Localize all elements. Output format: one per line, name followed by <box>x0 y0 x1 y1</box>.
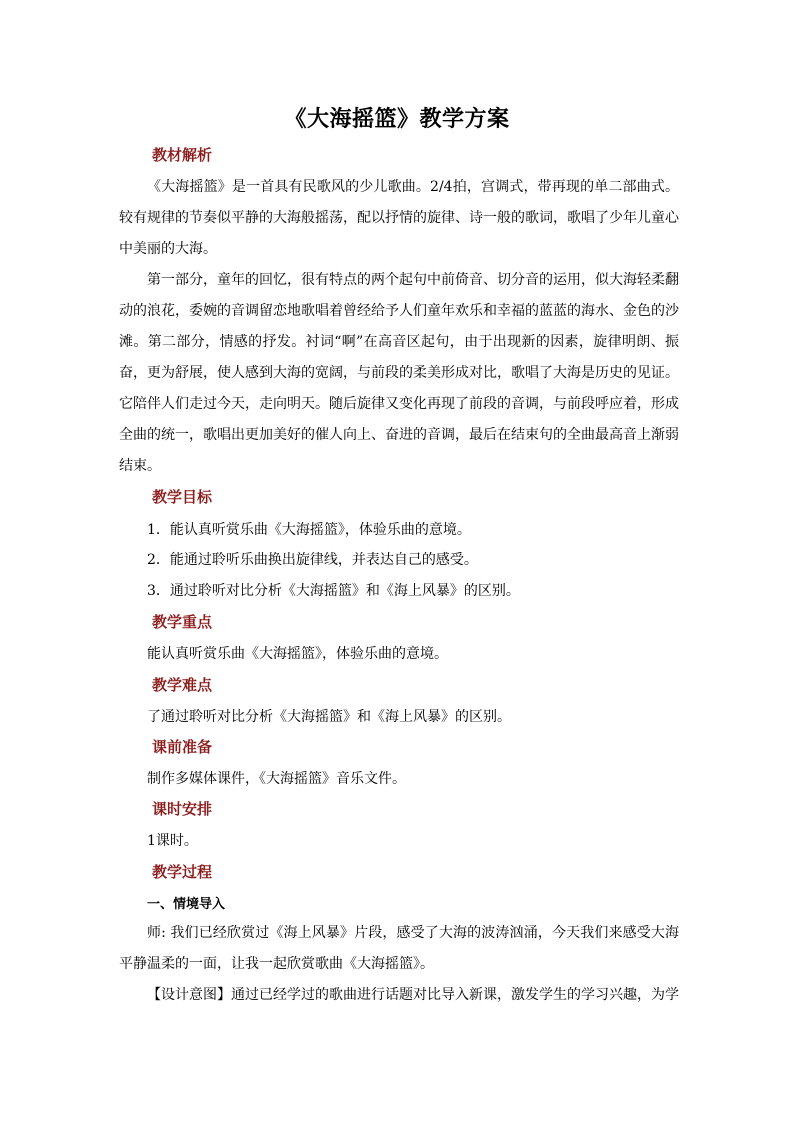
goal-item-3: 3．通过聆听对比分析《大海摇篮》和《海上风暴》的区别。 <box>147 583 520 599</box>
design-intent-paragraph: 【设计意图】通过已经学过的歌曲进行话题对比导入新课，激发学生的学习兴趣，为学 <box>147 987 679 1003</box>
document-title: 《大海摇篮》教学方案 <box>284 106 510 132</box>
goal-item-1: 1．能认真听赏乐曲《大海摇篮》，体验乐曲的意境。 <box>147 522 471 538</box>
preparation-text: 制作多媒体课件，《大海摇篮》音乐文件。 <box>147 771 406 787</box>
process-step-1-paragraph: 师: 我们已经欣赏过《海上风暴》片段，感受了大海的波涛汹涌，今天我们来感受大海平静温柔的一面，让我一起欣赏歌曲《大海摇篮》。 <box>119 925 679 972</box>
heading-key-points: 教学重点 <box>152 613 213 631</box>
heading-process: 教学过程 <box>152 863 213 881</box>
paragraph-analysis-1: 《大海摇篮》是一首具有民歌风的少儿歌曲。2/4拍，宫调式，带再现的单二部曲式。较有规律的节奏似平静的大海般摇荡，配以抒情的旋律、诗一般的歌词，歌唱了少年儿童心中美丽的大海。 <box>119 179 679 257</box>
process-step-1-heading: 一、情境导入 <box>147 897 226 912</box>
schedule-text: 1课时。 <box>147 833 198 849</box>
goal-item-2: 2．能通过聆听乐曲换出旋律线，并表达自己的感受。 <box>147 552 478 568</box>
difficulties-text: 了通过聆听对比分析《大海摇篮》和《海上风暴》的区别。 <box>147 709 511 725</box>
heading-goals: 教学目标 <box>152 488 213 506</box>
paragraph-analysis-2: 第一部分，童年的回忆，很有特点的两个起句中前倚音、切分音的运用，似大海轻柔翻动的浪花，委婉的音调留恋地歌唱着曾经给予人们童年欢乐和幸福的蓝蓝的海水、金色的沙滩。第二部分，情感的抒发。衬词“啊”在高音区起句，由于出现新的因素，旋律明朗、振奋，更为舒展，使人感到大海的宽阔，与前段的柔美形成对比，歌唱了大海是历史的见证。它陪伴人们走过今天，走向明天。随后旋律又变化再现了前段的音调，与前段呼应着，形成全曲的统一，歌唱出更加美好的催人向上、奋进的音调，最后在结束句的全曲最高音上渐弱结束。 <box>119 272 679 474</box>
heading-schedule: 课时安排 <box>152 800 213 818</box>
heading-preparation: 课前准备 <box>152 738 213 756</box>
heading-difficulties: 教学难点 <box>152 676 213 694</box>
key-points-text: 能认真听赏乐曲《大海摇篮》，体验乐曲的意境。 <box>147 646 448 662</box>
heading-analysis: 教材解析 <box>152 146 213 164</box>
